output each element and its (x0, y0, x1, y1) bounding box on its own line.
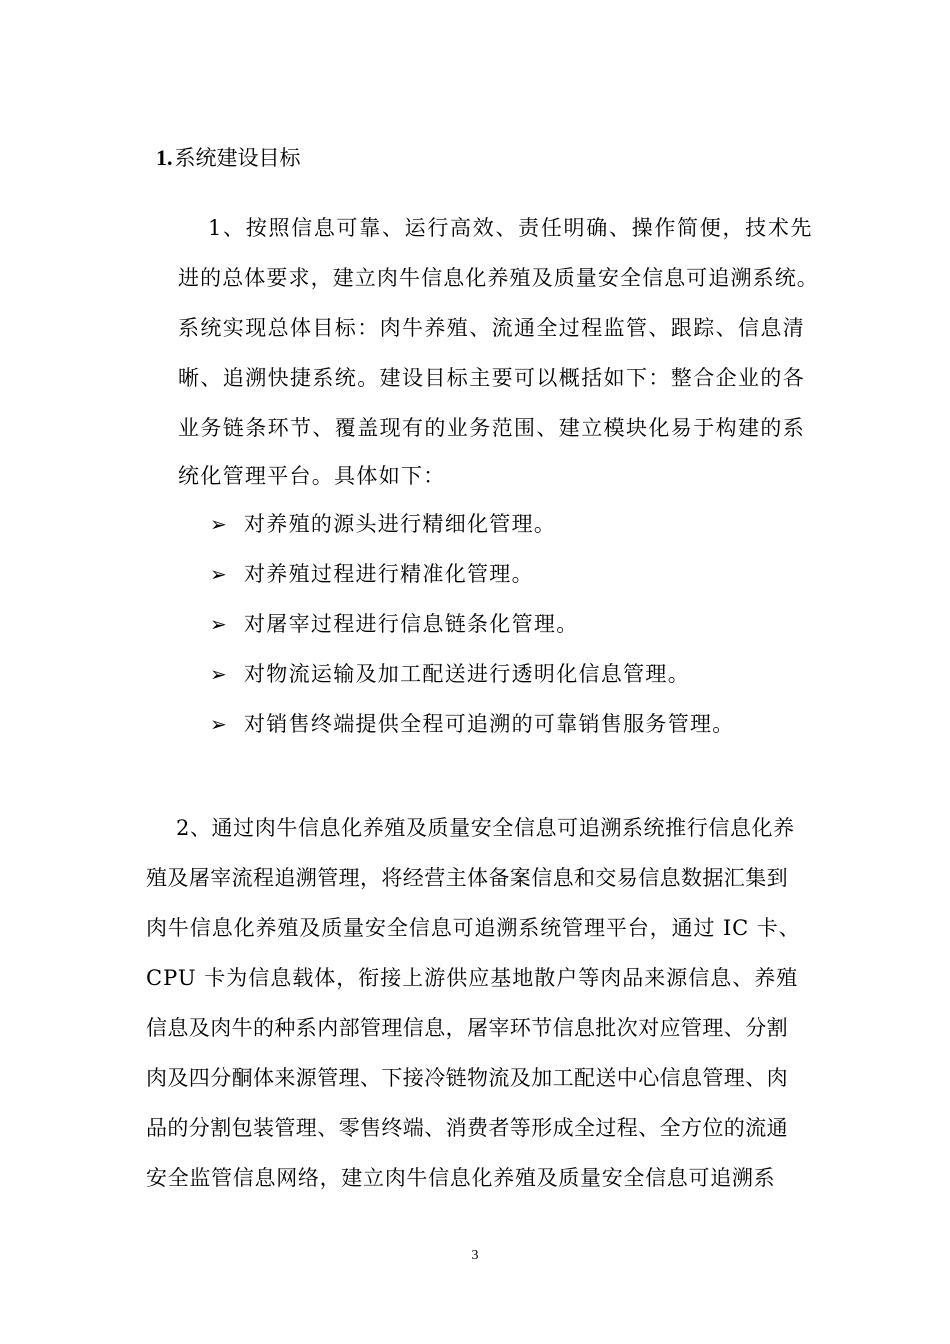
paragraph-1-line: 1、按照信息可靠、运行高效、责任明确、操作简便，技术先 (208, 216, 814, 240)
paragraph-1-line: 晰、追溯快捷系统。建设目标主要可以概括如下：整合企业的各 (178, 366, 806, 390)
arrow-bullet-icon: ➢ (210, 612, 227, 636)
paragraph-2-line: CPU 卡为信息载体，衔接上游供应基地散户等肉品来源信息、养殖 (146, 966, 799, 990)
arrow-bullet-icon: ➢ (210, 562, 227, 586)
paragraph-2-line: 信息及肉牛的种系内部管理信息，屠宰环节信息批次对应管理、分割 (146, 1016, 788, 1040)
list-item-text: 对养殖的源头进行精细化管理。 (244, 512, 557, 536)
list-item-text: 对物流运输及加工配送进行透明化信息管理。 (244, 662, 690, 686)
section-number: 1. (156, 145, 173, 170)
list-item-text: 对养殖过程进行精准化管理。 (244, 562, 534, 586)
page-number: 3 (471, 1248, 479, 1263)
paragraph-1-line: 进的总体要求，建立肉牛信息化养殖及质量安全信息可追溯系统。 (178, 266, 819, 290)
paragraph-2-line: 2、通过肉牛信息化养殖及质量安全信息可追溯系统推行信息化养 (176, 816, 795, 840)
paragraph-2-line: 肉及四分酮体来源管理、下接冷链物流及加工配送中心信息管理、肉 (146, 1066, 788, 1090)
section-title: 系统建设目标 (174, 146, 301, 170)
arrow-bullet-icon: ➢ (210, 512, 227, 536)
paragraph-2-line: 品的分割包装管理、零售终端、消费者等形成全过程、全方位的流通 (146, 1116, 788, 1140)
paragraph-2-line: 安全监管信息网络，建立肉牛信息化养殖及质量安全信息可追溯系 (146, 1166, 776, 1190)
list-item-text: 对屠宰过程进行信息链条化管理。 (244, 612, 579, 636)
arrow-bullet-icon: ➢ (210, 712, 227, 736)
paragraph-2-line: 殖及屠宰流程追溯管理，将经营主体备案信息和交易信息数据汇集到 (146, 866, 788, 890)
paragraph-2-line: 肉牛信息化养殖及质量安全信息可追溯系统管理平台，通过 IC 卡、 (146, 916, 801, 940)
section-heading (156, 142, 301, 174)
paragraph-1-line: 系统实现总体目标：肉牛养殖、流通全过程监管、跟踪、信息清 (178, 316, 806, 340)
paragraph-1-line: 业务链条环节、覆盖现有的业务范围、建立模块化易于构建的系 (178, 416, 806, 440)
paragraph-1-line: 统化管理平台。具体如下： (178, 464, 446, 488)
list-item-text: 对销售终端提供全程可追溯的可靠销售服务管理。 (244, 712, 735, 736)
arrow-bullet-icon: ➢ (210, 662, 227, 686)
